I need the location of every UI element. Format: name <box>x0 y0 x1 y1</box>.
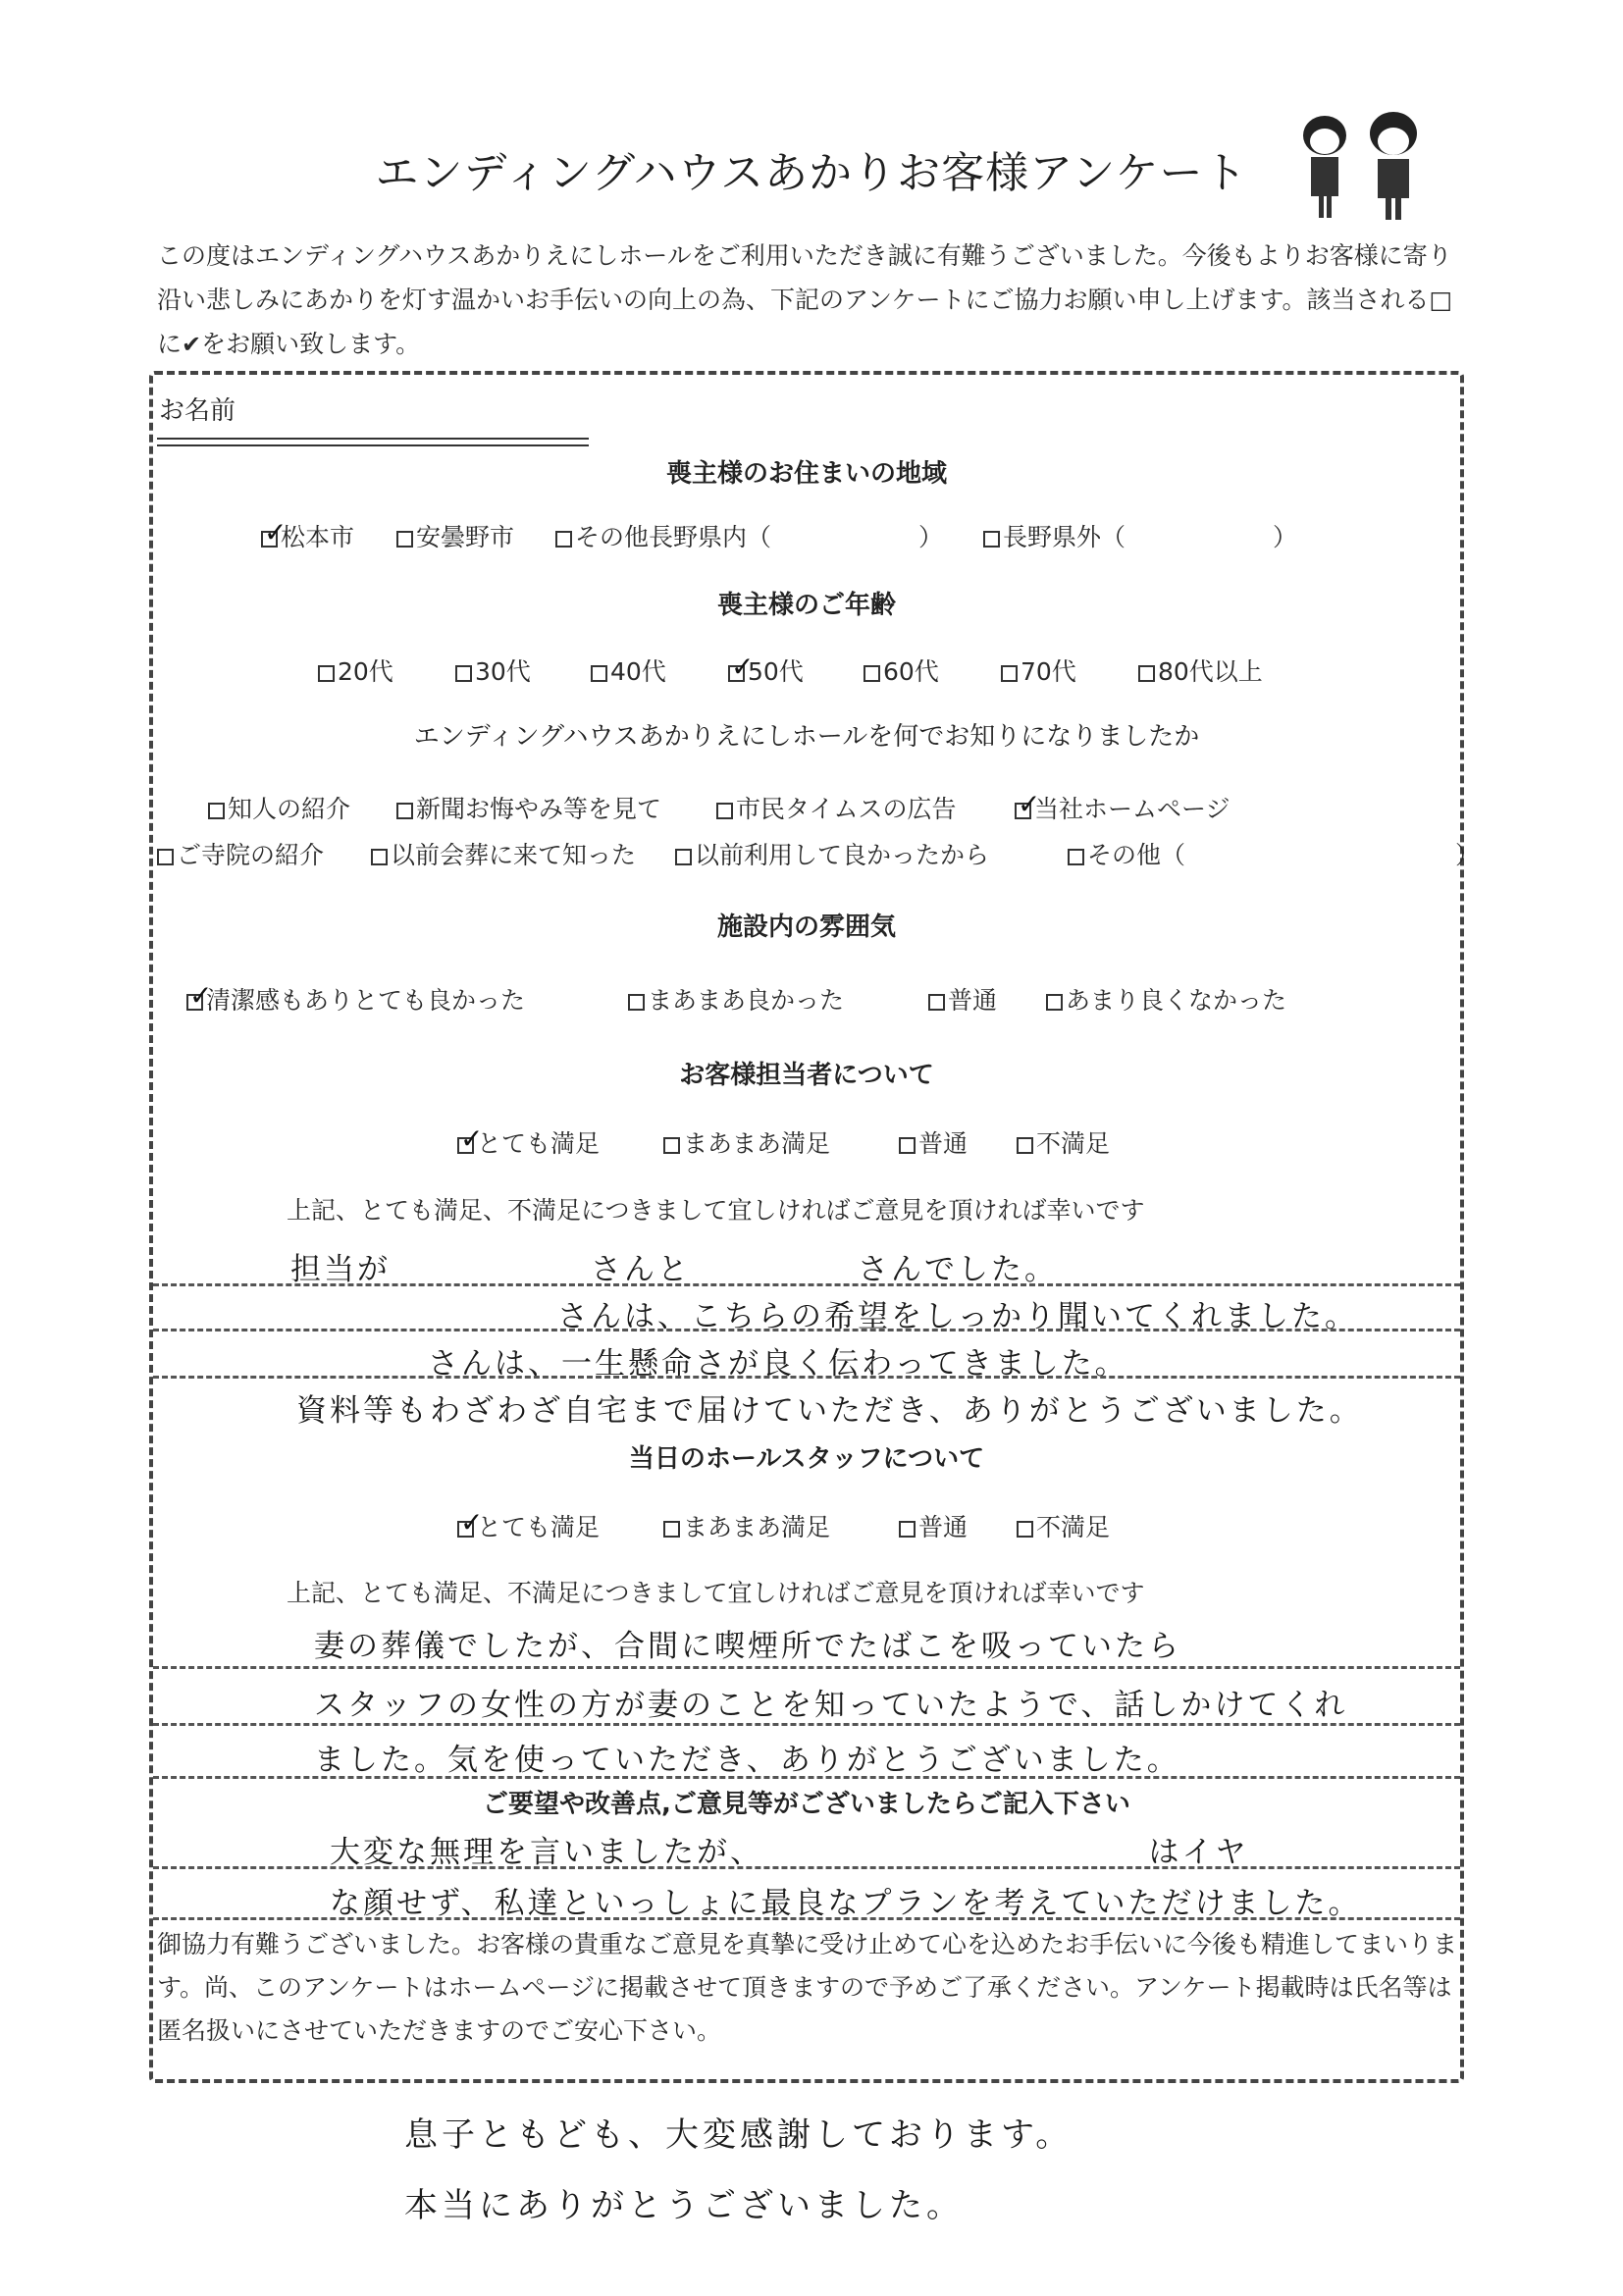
option-label: 50代 <box>748 657 804 686</box>
comment-line <box>153 1666 1460 1669</box>
comment-line <box>153 1376 1460 1379</box>
staff-figure-right <box>1370 112 1417 220</box>
checkbox[interactable] <box>261 516 288 548</box>
option-label: 松本市 <box>281 523 355 551</box>
checkbox[interactable] <box>318 665 335 682</box>
checkbox[interactable] <box>371 849 388 865</box>
checkbox[interactable] <box>983 531 1000 548</box>
check-mark: ✓ <box>264 516 288 548</box>
intro-text <box>157 234 1472 367</box>
checkbox[interactable] <box>628 994 645 1011</box>
area-heading: 喪主様のお住まいの地域 <box>665 459 947 489</box>
checkbox[interactable] <box>716 803 733 819</box>
request-heading: ご要望や改善点,ご意見等がございましたらご記入下さい <box>483 1790 1130 1819</box>
option-label: 知人の紹介 <box>228 795 351 823</box>
option-area[interactable] <box>983 518 1297 553</box>
option-age[interactable] <box>455 652 531 688</box>
intro-body: この度はエンディングハウスあかりえにしホールをご利用いただき誠に有難うございました。今後もよりお客様に寄り沿い悲しみにあかりを灯す温かいお手伝いの向上の為、下記のアンケートにご協力お願い申し上げます。該当される□に <box>157 241 1453 358</box>
checkbox[interactable] <box>1001 665 1018 682</box>
option-label: 30代 <box>475 657 531 686</box>
checkbox[interactable] <box>675 849 692 865</box>
checkbox[interactable] <box>396 803 413 819</box>
option-hall[interactable] <box>899 1508 968 1543</box>
checkbox[interactable] <box>1138 665 1155 682</box>
option-label: 当社ホームページ <box>1034 795 1230 823</box>
option-label: とても満足 <box>477 1129 601 1158</box>
option-staff[interactable] <box>899 1124 968 1160</box>
check-mark: ✓ <box>1018 788 1041 820</box>
option-label: あまり良くなかった <box>1066 986 1287 1015</box>
hall-note: 上記、とても満足、不満足につきまして宜しければご意見を頂ければ幸いです <box>287 1579 1145 1607</box>
footer-text: 御協力有難うございました。お客様の貴重なご意見を真摯に受け止めて心を込めたお手伝いに今後も精進してまいります。尚、このアンケートはホームページに掲載させて頂きますので予めご了承ください。アンケート掲載時は氏名等は匿名扱いにさせていただきますのでご安心下さい。 <box>157 1930 1458 2045</box>
staff-note: 上記、とても満足、不満足につきまして宜しければご意見を頂ければ幸いです <box>287 1196 1145 1225</box>
checkbox[interactable] <box>157 849 174 865</box>
option-label: 70代 <box>1021 657 1076 686</box>
option-hall[interactable] <box>457 1508 600 1543</box>
option-label: 普通 <box>918 1129 969 1158</box>
checkbox[interactable] <box>1017 1521 1033 1538</box>
staff-heading: お客様担当者について <box>679 1061 934 1090</box>
atmosphere-heading: 施設内の雰囲気 <box>716 913 896 942</box>
checkbox[interactable] <box>208 803 225 819</box>
option-label: その他（ ） <box>1087 841 1481 869</box>
handwritten-comment: さんは、こちらの希望をしっかり聞いてくれました。 <box>290 1299 1358 1334</box>
option-label: ご寺院の紹介 <box>177 841 325 869</box>
hall-heading: 当日のホールスタッフについて <box>628 1444 985 1474</box>
option-staff[interactable] <box>1017 1124 1110 1160</box>
option-source[interactable] <box>1015 790 1230 825</box>
option-label: その他長野県内（ ） <box>575 523 944 551</box>
option-label: まあまあ満足 <box>683 1129 831 1158</box>
option-atmosphere[interactable] <box>1046 981 1286 1017</box>
comment-line <box>153 1776 1460 1779</box>
option-label: 普通 <box>918 1513 969 1541</box>
option-age[interactable] <box>728 652 804 688</box>
handwritten-comment: 資料等もわざわざ自宅まで届けていただき、ありがとうございました。 <box>296 1393 1363 1429</box>
option-source[interactable] <box>157 836 324 871</box>
checkbox[interactable] <box>1015 788 1041 820</box>
option-source[interactable] <box>1068 836 1480 871</box>
page-title: エンディングハウスあかりお客様アンケート <box>375 148 1248 198</box>
option-area[interactable] <box>555 518 943 553</box>
check-mark: ✓ <box>460 1122 484 1155</box>
comment-line <box>153 1329 1460 1331</box>
option-label: 不満足 <box>1036 1513 1111 1541</box>
comment-line <box>153 1723 1460 1726</box>
option-source[interactable] <box>396 790 661 825</box>
option-age[interactable] <box>318 652 393 688</box>
handwritten-comment: さんは、一生懸命さが良く伝わってきました。 <box>294 1346 1128 1382</box>
name-underline <box>157 444 589 446</box>
comment-line <box>153 1917 1460 1920</box>
handwritten-comment: な顔せず、私達といっしょに最良なプランを考えていただけました。 <box>330 1886 1362 1921</box>
option-age[interactable] <box>1138 652 1263 688</box>
source-question: エンディングハウスあかりえにしホールを何でお知りになりましたか <box>413 722 1200 752</box>
checkbox[interactable] <box>728 651 755 683</box>
option-area[interactable] <box>396 518 514 553</box>
name-underline <box>157 438 589 440</box>
handwritten-comment: 大変な無理を言いましたが、 はイヤ <box>330 1835 1249 1870</box>
checkbox[interactable] <box>396 531 413 548</box>
option-label: 普通 <box>948 986 998 1015</box>
check-mark: ✓ <box>189 979 213 1012</box>
option-label: まあまあ満足 <box>683 1513 831 1541</box>
option-source[interactable] <box>208 790 350 825</box>
comment-line <box>153 1866 1460 1869</box>
option-label: 新聞お悔やみ等を見て <box>416 795 662 823</box>
option-area[interactable] <box>261 518 354 553</box>
check-mark: ✓ <box>731 651 755 683</box>
option-label: 以前利用して良かったから <box>695 841 990 869</box>
option-label: 安曇野市 <box>416 523 515 551</box>
option-atmosphere[interactable] <box>928 981 997 1017</box>
option-staff[interactable] <box>663 1124 830 1160</box>
checkbox[interactable] <box>457 1506 484 1539</box>
checkbox[interactable] <box>455 665 472 682</box>
name-label: お名前 <box>159 396 236 426</box>
option-source[interactable] <box>675 836 989 871</box>
option-atmosphere[interactable] <box>186 981 525 1017</box>
option-label: とても満足 <box>477 1513 601 1541</box>
checkbox[interactable] <box>663 1521 680 1538</box>
option-label: 60代 <box>883 657 939 686</box>
checkbox[interactable] <box>555 531 572 548</box>
age-heading: 喪主様のご年齢 <box>716 591 896 620</box>
handwritten-comment: ました。気を使っていただき、ありがとうございました。 <box>314 1743 1180 1778</box>
option-label: 40代 <box>610 657 666 686</box>
option-source[interactable] <box>716 790 957 825</box>
staff-figure-left <box>1303 116 1346 218</box>
option-label: 清潔感もありとても良かった <box>206 986 526 1015</box>
checkbox[interactable] <box>899 1137 916 1154</box>
option-label: 80代以上 <box>1158 657 1263 686</box>
checkbox[interactable] <box>457 1122 484 1155</box>
checkbox[interactable] <box>1046 994 1063 1011</box>
checkbox[interactable] <box>899 1521 916 1538</box>
comment-line <box>153 1283 1460 1286</box>
option-label: 長野県外（ ） <box>1003 523 1298 551</box>
option-label: まあまあ良かった <box>648 986 845 1015</box>
checkbox[interactable] <box>591 665 607 682</box>
handwritten-comment: 担当が さんと さんでした。 <box>290 1252 1058 1287</box>
handwritten-comment: スタッフの女性の方が妻のことを知っていたようで、話しかけてくれ <box>314 1688 1348 1723</box>
option-label: 市民タイムスの広告 <box>736 795 957 823</box>
option-label: 不満足 <box>1036 1129 1111 1158</box>
option-hall[interactable] <box>663 1508 830 1543</box>
option-hall[interactable] <box>1017 1508 1110 1543</box>
option-source[interactable] <box>371 836 636 871</box>
handwritten-comment: 妻の葬儀でしたが、合間に喫煙所でたばこを吸っていたら <box>314 1629 1181 1664</box>
option-age[interactable] <box>591 652 666 688</box>
closing-line: 息子ともども、大変感謝しております。 <box>404 2115 1073 2155</box>
option-atmosphere[interactable] <box>628 981 844 1017</box>
closing-line: 本当にありがとうございました。 <box>404 2186 964 2225</box>
checkbox[interactable] <box>864 665 880 682</box>
option-label: 20代 <box>338 657 393 686</box>
checkbox[interactable] <box>1017 1137 1033 1154</box>
check-mark: ✓ <box>460 1506 484 1539</box>
checkbox[interactable] <box>928 994 945 1011</box>
option-age[interactable] <box>1001 652 1076 688</box>
staff-illustration <box>1276 106 1452 224</box>
check-icon: ✔ <box>182 331 202 358</box>
intro-tail: をお願い致します。 <box>201 330 421 358</box>
option-staff[interactable] <box>457 1124 600 1160</box>
checkbox[interactable] <box>186 979 213 1012</box>
option-label: 以前会葬に来て知った <box>391 841 637 869</box>
option-age[interactable] <box>864 652 939 688</box>
checkbox[interactable] <box>1068 849 1084 865</box>
checkbox[interactable] <box>663 1137 680 1154</box>
